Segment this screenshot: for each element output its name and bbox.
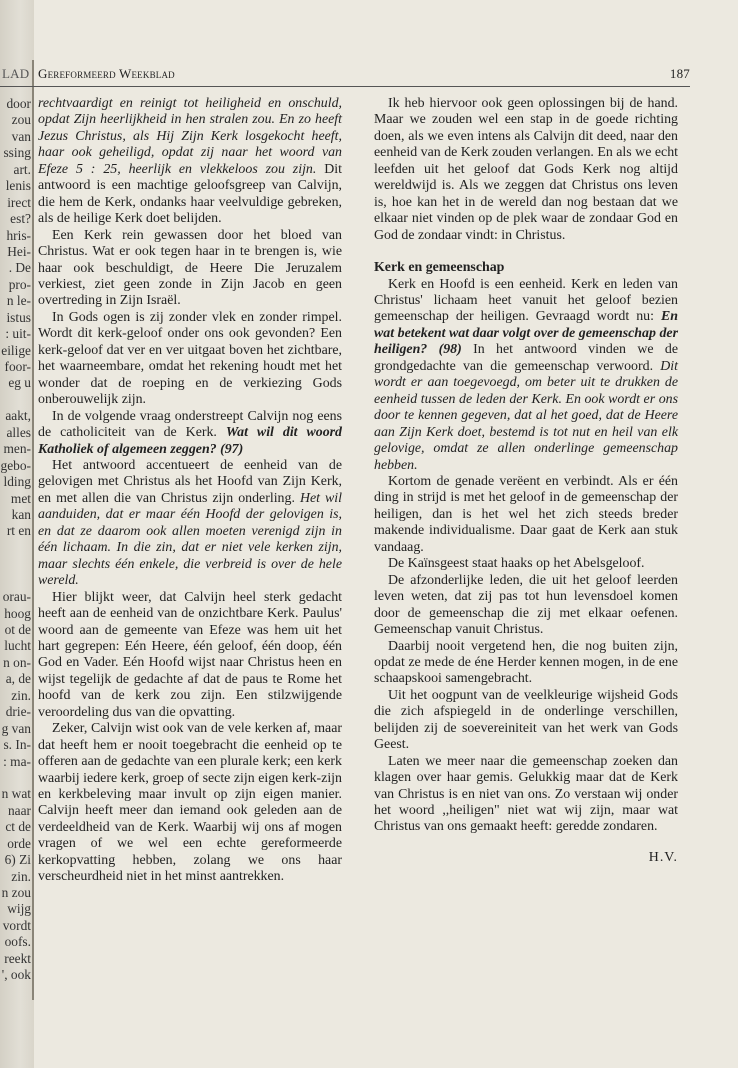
running-header: [0, 66, 690, 86]
margin-fragment: [0, 392, 31, 408]
previous-page-header-fragment: LAD: [2, 66, 30, 81]
margin-fragment: zin.: [11, 687, 31, 703]
margin-fragment: ssing: [3, 145, 31, 161]
paragraph: Daarbij nooit vergetend hen, die nog buiten zijn, opdat ze mede de éne Herder kennen mogen, in de ene schaapskooi samengebracht.: [374, 638, 678, 687]
margin-fragment: [0, 556, 31, 572]
author-signature: H.V.: [648, 849, 678, 865]
margin-fragment: ot de: [4, 622, 31, 637]
paragraph: rechtvaardigt en reinigt tot heiligheid en onschuld, opdat Zijn heerlijkheid in hen stralen zou. En zo heeft Jezus Christus, als Hij Zijn Kerk losgekocht heeft, haar ook geheiligd, opdat zij naar het woord van Efeze 5 : 25, heerlijk en vlekkeloos zou zijn. Dit antwoord is een machtige geloofsgreep van Calvijn, die hem de Kerk, ondanks haar veelvuldige gebreken, als de heilige Kerk doet belijden.: [38, 96, 342, 227]
margin-fragment: orde: [7, 835, 31, 851]
margin-fragment: hris-: [6, 227, 31, 243]
paragraph: In de volgende vraag onderstreept Calvijn nog eens de catholiciteit van de Kerk. Wat wil dit woord Katholiek of algemeen zeggen? (97): [38, 408, 342, 457]
margin-fragment: kan: [11, 506, 31, 522]
margin-fragment: : uit-: [5, 326, 31, 342]
margin-fragment: eg u: [8, 375, 31, 391]
margin-fragment: istus: [6, 309, 31, 325]
margin-fragment: reekt: [4, 950, 31, 966]
margin-fragment: [0, 770, 31, 786]
margin-fragment: n zou: [1, 885, 31, 900]
margin-fragment: zou: [11, 112, 31, 128]
margin-fragment: est?: [10, 211, 31, 227]
margin-fragment: alles: [6, 424, 31, 440]
margin-fragment: ', ook: [1, 967, 31, 983]
paragraph: Ik heb hiervoor ook geen oplossingen bij de hand. Maar we zouden wel een stap in de goede richting doen, als we even intens als Calvijn dit deed, naar den eenheid van de Kerk zouden verlangen. En als we echt leefden uit het geloof dat Gods Kerk nog altijd wereldwijd is. Als we zeggen dat Christus ons leven is, hoe kan het in de wereld dan nog bestaan dat we elkaar niet vinden op de plek waar de zondaar God en God de zondaar vindt: in Christus.: [374, 96, 678, 243]
margin-fragment: [0, 540, 31, 556]
paragraph: Kortom de genade verëent en verbindt. Als er één ding in strijd is met het geloof in de gemeenschap der heiligen, dan is het wel het zich steeds breder makende individualisme. Daar gaat de Kerk aan stuk vandaag.: [374, 473, 678, 555]
margin-fragment: van: [11, 128, 31, 144]
facing-page-text-fragments: [0, 96, 31, 984]
margin-fragment: met: [10, 490, 31, 506]
margin-fragment: aakt,: [5, 408, 31, 424]
margin-fragment: irect: [7, 194, 31, 210]
margin-fragment: ct de: [5, 819, 31, 835]
margin-fragment: pro-: [8, 276, 31, 292]
paragraph: Zeker, Calvijn wist ook van de vele kerken af, maar dat heeft hem er nooit toegebracht die eenheid op te offeren aan de gedachte van een plurale kerk; een kerk waarbij iedere kerk, groep of secte zijn eigen kerk-zijn en kerkbeleving maar invult op zijn eigen manier. Calvijn heeft meer dan iemand ook geleden aan de verdeeldheid van de Kerk. Waarbij wij ons af mogen vragen of we wel een echte gereformeerde kerkopvatting hebben, zolang we ons haar verscheurdheid niet in het minst aantrekken.: [38, 721, 342, 885]
paragraph: In Gods ogen is zij zonder vlek en zonder rimpel. Wordt dit kerk-geloof onder ons ook gevonden? Een kerk-geloof dat ver en ver uitgaat boven het zichtbare, het waarneembare, omdat het rekening houdt met het wonder dat de roeping en de verkiezing Gods onberouwelijk zijn.: [38, 309, 342, 408]
paragraph: Een Kerk rein gewassen door het bloed van Christus. Wat er ook tegen haar in te brengen is, wie haar ook beschuldigt, de Heere Die Jeruzalem verkiest, ziet geen zonde in Zijn Jacob en geen overtreding in Zijn Israël.: [38, 227, 342, 309]
margin-fragment: naar: [7, 802, 31, 818]
article-column-left: [38, 96, 342, 886]
margin-fragment: door: [6, 96, 31, 111]
margin-fragment: n wat: [1, 786, 31, 802]
paragraph: Laten we meer naar die gemeenschap zoeken dan klagen over haar gemis. Gelukkig maar dat de Kerk van Christus is en niet van ons. Zo verstaan wij onder het woord ,,heiligen" niet wat wij zijn, maar wat Christus van ons gemaakt heeft: geredde zondaren.: [374, 753, 678, 835]
margin-fragment: lding: [3, 474, 31, 490]
margin-fragment: lucht: [4, 638, 31, 654]
margin-fragment: zin.: [11, 868, 31, 884]
paragraph: De Kaïnsgeest staat haaks op het Abelsgeloof.: [388, 556, 645, 572]
margin-fragment: n le-: [6, 293, 31, 309]
page-spine: [32, 60, 34, 1000]
margin-fragment: eilige: [1, 342, 31, 358]
margin-fragment: s. In-: [3, 737, 31, 753]
margin-fragment: : ma-: [3, 753, 31, 769]
margin-fragment: 6) Zi: [4, 852, 31, 868]
margin-fragment: drie-: [5, 704, 31, 720]
article-column-right: [374, 96, 678, 866]
header-rule: [0, 86, 690, 87]
margin-fragment: art.: [13, 161, 31, 177]
margin-fragment: g van: [1, 720, 31, 736]
paragraph: Kerk en Hoofd is een eenheid. Kerk en leden van Christus' lichaam heet vanuit het geloof bezien gemeenschap der heiligen. Gevraagd wordt nu: En wat betekent wat daar volgt over de gemeenschap der heiligen? (98) In het antwoord vinden we de grondgedachte van die gemeenschap verwoord. Dit wordt er aan toegevoegd, om beter uit te drukken de eenheid tussen de leden der Kerk. En ook wordt er ons door te kennen gegeven, dat al het goed, dat de Heere aan Zijn Kerk doet, bestemd is tot nut en heil van elk gelovige, omdat ze allen onderlinge gemeenschap hebben.: [374, 276, 678, 473]
margin-fragment: [0, 573, 31, 589]
margin-fragment: gebo-: [0, 457, 31, 473]
paragraph: De afzonderlijke leden, die uit het geloof leerden leven weten, dat zij pas tot hun levensdoel komen door de gemeenschap die zij met elkaar oefenen. Gemeenschap vanuit Christus.: [374, 572, 678, 638]
paragraph: Hier blijkt weer, dat Calvijn heel sterk gedacht heeft aan de eenheid van de onzichtbare Kerk. Paulus' woord aan de gemeente van Efeze was hem uit het hart gegrepen: Eén Heere, één geloof, één doop, één God en Vader. Eén Hoofd wijst naar Christus heen en wijst tegelijk de gedachte af dat de paus te Rome het hoofd van de kerk zou zijn. Een stilzwijgende veroordeling dus van die opvatting.: [38, 589, 342, 720]
margin-fragment: lenis: [5, 178, 31, 194]
journal-title: Gereformeerd Weekblad: [38, 66, 175, 81]
margin-fragment: n on-: [3, 654, 31, 670]
margin-fragment: men-: [3, 441, 31, 457]
margin-fragment: wijg: [7, 901, 31, 917]
page-number: 187: [669, 66, 690, 81]
margin-fragment: a, de: [5, 671, 31, 687]
paragraph: Het antwoord accentueert de eenheid van de gelovigen met Christus als het Hoofd van Zijn Kerk, en met allen die van Christus zijn onderling. Het wil aanduiden, dat er maar één Hoofd der gelovigen is, en dat ze daarom ook allen moeten verenigd zijn in één lichaam. In die zin, dat er niet vele kerken zijn, maar slechts één enkele, die verbreid is over de hele wereld.: [38, 457, 343, 589]
margin-fragment: orau-: [2, 589, 31, 605]
margin-fragment: Hei-: [7, 243, 31, 259]
margin-fragment: vordt: [2, 917, 31, 933]
margin-fragment: hoog: [4, 605, 31, 621]
margin-fragment: rt en: [6, 523, 31, 539]
margin-fragment: oofs.: [4, 934, 31, 950]
margin-fragment: foor-: [4, 359, 31, 374]
margin-fragment: . De: [8, 260, 31, 276]
paragraph: Uit het oogpunt van de veelkleurige wijsheid Gods die zich afspiegeld in de onderlinge verschillen, belijden zij de soevereiniteit van het werk van Gods Geest.: [374, 687, 678, 753]
section-heading: Kerk en gemeenschap: [374, 260, 505, 276]
